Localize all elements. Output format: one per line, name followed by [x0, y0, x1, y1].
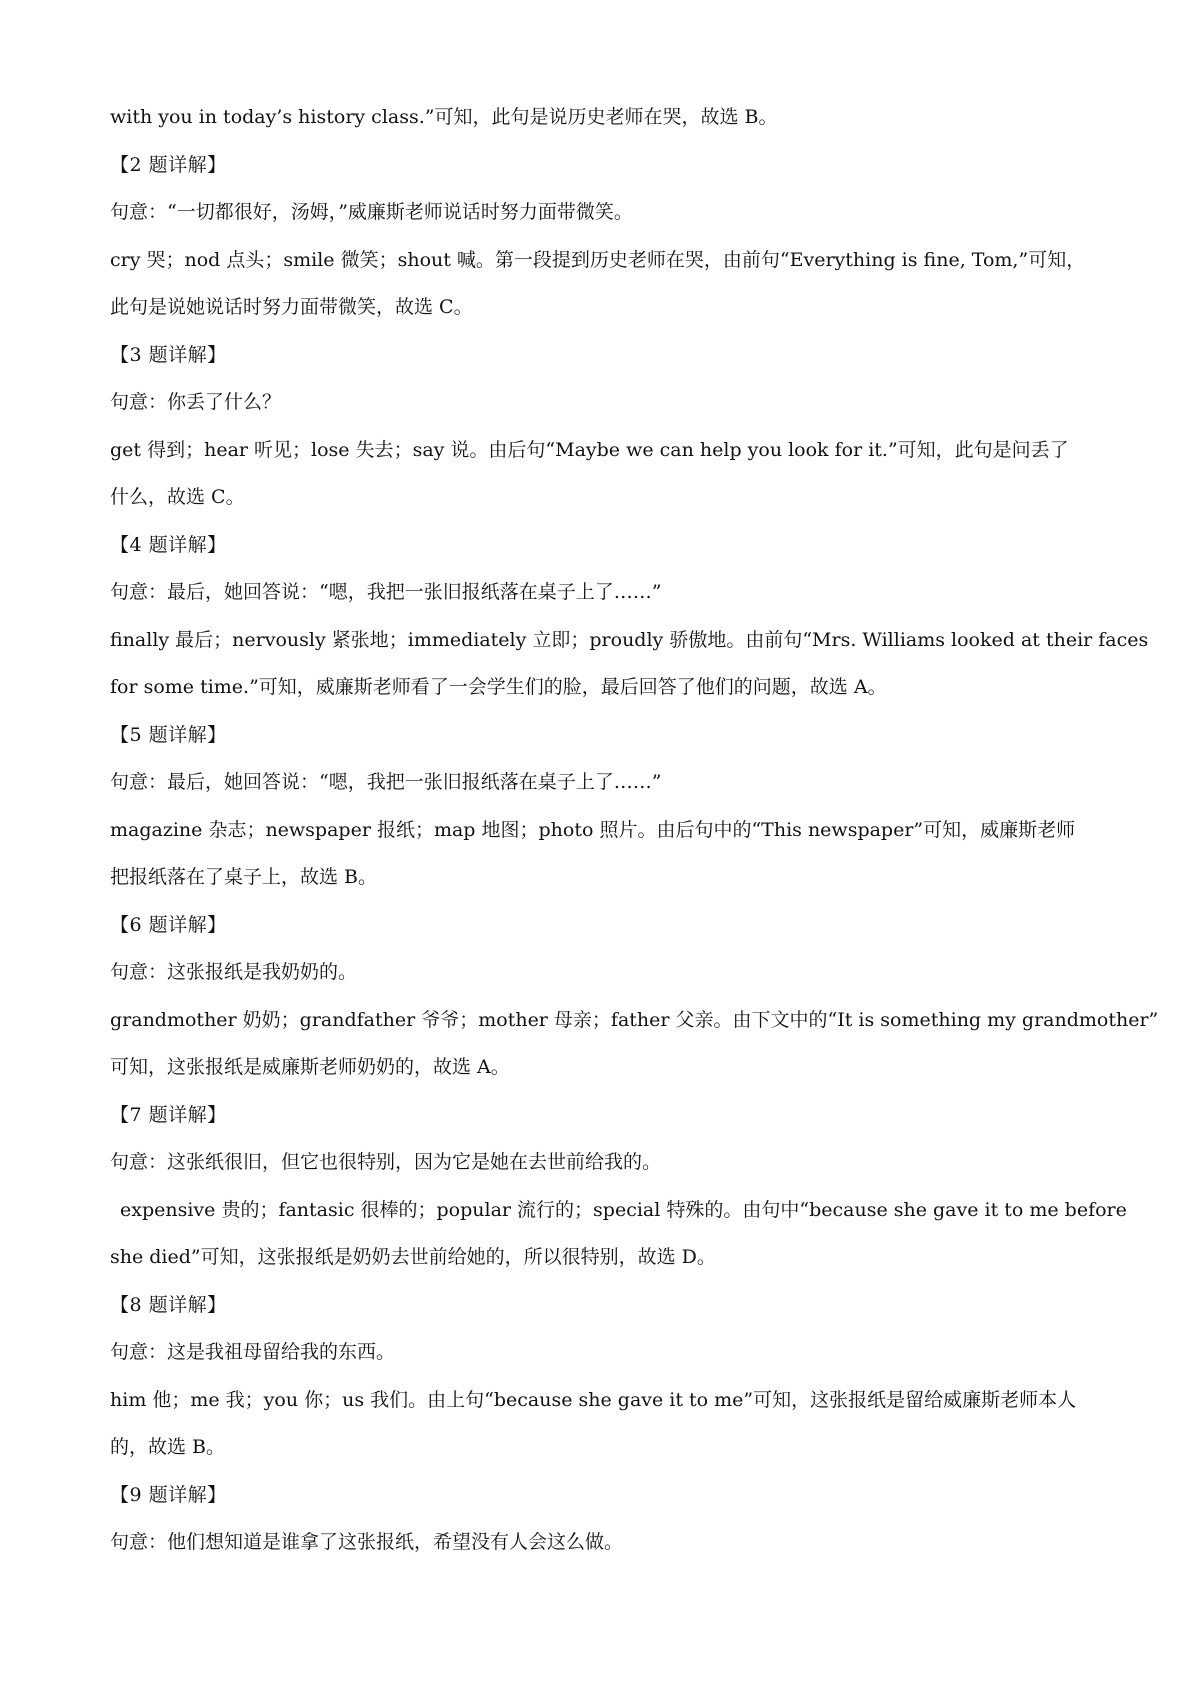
question-8-heading: 【8 题详解】 — [110, 1293, 227, 1316]
question-9-sentence-meaning: 句意：他们想知道是谁拿了这张报纸，希望没有人会这么做。 — [110, 1531, 624, 1553]
question-2-explanation-line: cry 哭；nod 点头；smile 微笑；shout 喊。第一段提到历史老师在哭，由前句“Everything is fine, Tom,”可知， — [110, 248, 1086, 271]
question-7-sentence-meaning: 句意：这张纸很旧，但它也很特别，因为它是她在去世前给我的。 — [110, 1151, 662, 1173]
question-3-heading: 【3 题详解】 — [110, 343, 227, 366]
question-4-sentence-meaning: 句意：最后，她回答说：“嗯，我把一张旧报纸落在桌子上了……” — [110, 581, 662, 603]
question-4-explanation-line: finally 最后；nervously 紧张地；immediately 立即；proudly 骄傲地。由前句“Mrs. Williams looked at their faces — [110, 628, 1149, 651]
question-6-heading: 【6 题详解】 — [110, 913, 227, 936]
question-6-explanation-line: grandmother 奶奶；grandfather 爷爷；mother 母亲；father 父亲。由下文中的“It is something my grandmother” — [110, 1008, 1159, 1031]
question-7-heading: 【7 题详解】 — [110, 1103, 227, 1126]
question-7-explanation-line: she died”可知，这张报纸是奶奶去世前给她的，所以很特别，故选 D。 — [110, 1246, 716, 1268]
question-9-heading: 【9 题详解】 — [110, 1483, 227, 1506]
question-5-heading: 【5 题详解】 — [110, 723, 227, 746]
question-2-sentence-meaning: 句意：“一切都很好，汤姆，”威廉斯老师说话时努力面带微笑。 — [110, 201, 633, 223]
question-8-explanation-line: him 他；me 我；you 你；us 我们。由上句“because she gave it to me”可知，这张报纸是留给威廉斯老师本人 — [110, 1388, 1077, 1411]
question-8-explanation-line: 的，故选 B。 — [110, 1436, 226, 1458]
question-4-heading: 【4 题详解】 — [110, 533, 227, 556]
question-2-heading: 【2 题详解】 — [110, 153, 227, 176]
document-body — [110, 94, 1159, 1567]
question-2-explanation-line: 此句是说她说话时努力面带微笑，故选 C。 — [110, 296, 473, 318]
question-5-explanation-line: magazine 杂志；newspaper 报纸；map 地图；photo 照片。由后句中的“This newspaper”可知，威廉斯老师 — [110, 818, 1076, 841]
question-7-explanation-line: expensive 贵的；fantasic 很棒的；popular 流行的；special 特殊的。由句中“because she gave it to me before — [120, 1198, 1127, 1221]
question-3-explanation-line: 什么，故选 C。 — [110, 486, 245, 508]
question-3-explanation-line: get 得到；hear 听见；lose 失去；say 说。由后句“Maybe we can help you look for it.”可知，此句是问丢了 — [110, 438, 1069, 461]
question-4-explanation-line: for some time.”可知，威廉斯老师看了一会学生们的脸，最后回答了他们的问题，故选 A。 — [110, 676, 887, 698]
question-3-sentence-meaning: 句意：你丢了什么？ — [110, 391, 282, 413]
question-6-explanation-line: 可知，这张报纸是威廉斯老师奶奶的，故选 A。 — [110, 1056, 510, 1078]
answer-explanation-line: with you in today’s history class.”可知，此句是说历史老师在哭，故选 B。 — [110, 106, 778, 128]
question-5-explanation-line: 把报纸落在了桌子上，故选 B。 — [110, 866, 378, 888]
question-8-sentence-meaning: 句意：这是我祖母留给我的东西。 — [110, 1341, 396, 1363]
question-6-sentence-meaning: 句意：这张报纸是我奶奶的。 — [110, 961, 358, 983]
question-5-sentence-meaning: 句意：最后，她回答说：“嗯，我把一张旧报纸落在桌子上了……” — [110, 771, 662, 793]
